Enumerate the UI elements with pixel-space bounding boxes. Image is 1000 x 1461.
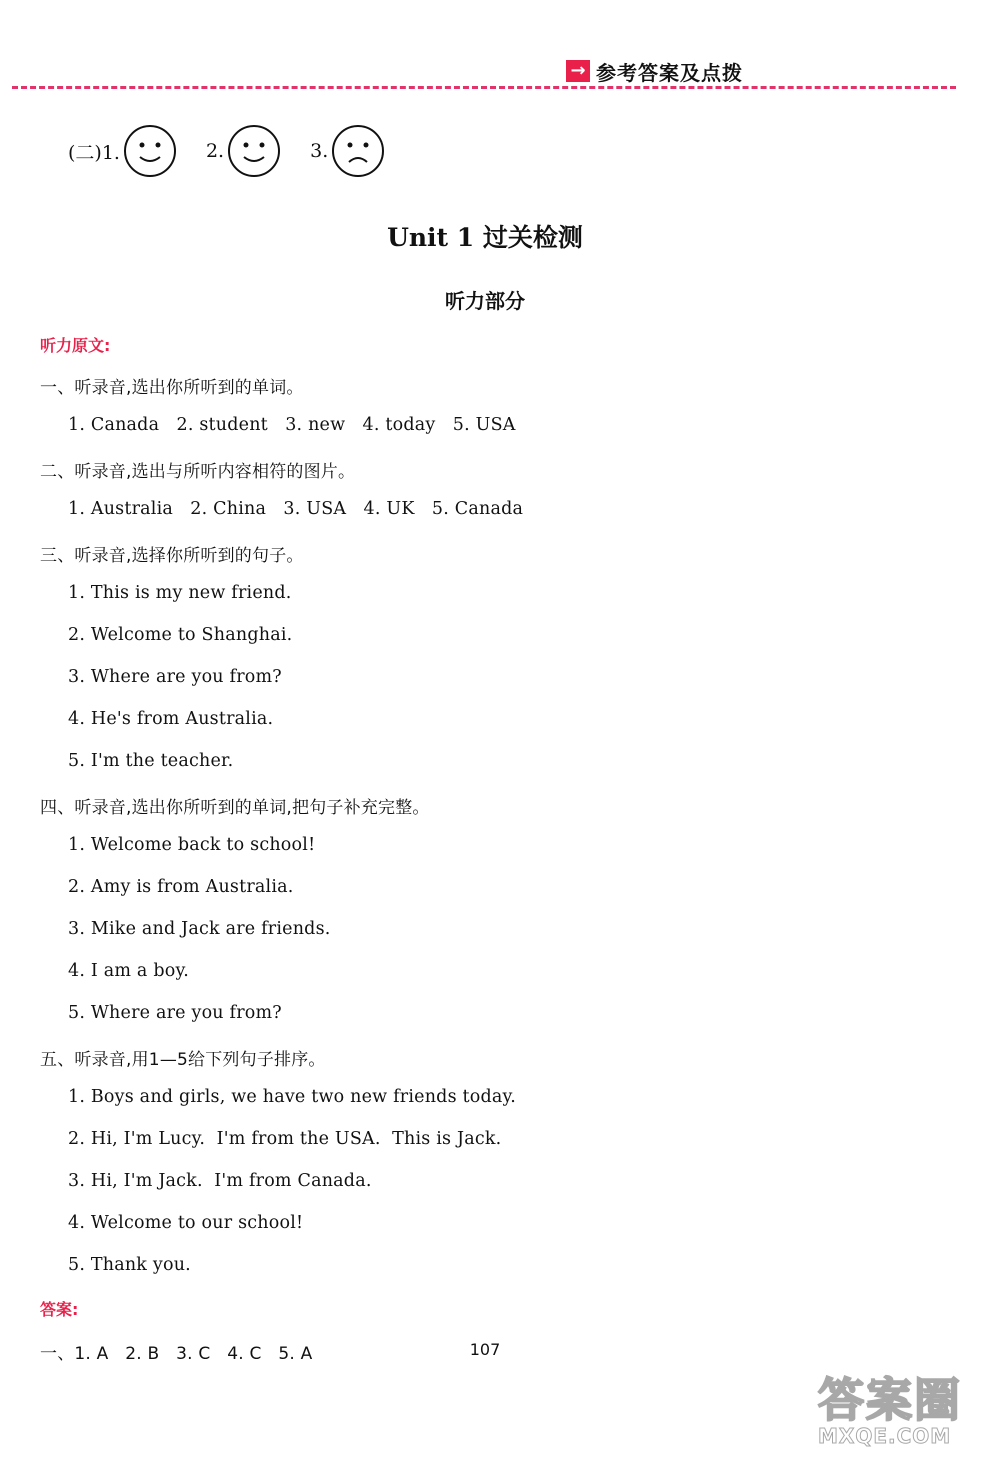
arrow-right-icon: → xyxy=(566,60,590,82)
faces-item2: 2. xyxy=(205,140,225,162)
header-tag xyxy=(566,58,743,84)
section-heading: 四、听录音,选出你所听到的单词,把句子补充完整。 xyxy=(40,798,430,818)
list-item: 1. Welcome back to school! xyxy=(68,835,316,855)
answer-line: 一、1. A 2. B 3. C 4. C 5. A xyxy=(40,1344,313,1364)
list-item: 3. Hi, I'm Jack. I'm from Canada. xyxy=(68,1171,372,1191)
page-number: 107 xyxy=(469,1340,501,1359)
header-divider xyxy=(12,86,956,89)
list-item: 1. Boys and girls, we have two new friends today. xyxy=(68,1087,517,1107)
list-item: 2. Welcome to Shanghai. xyxy=(68,625,293,645)
happy-face-icon xyxy=(122,123,178,179)
page-title: Unit 1 过关检测 xyxy=(387,223,583,252)
list-item: 1. This is my new friend. xyxy=(68,583,292,603)
section-heading: 二、听录音,选出与所听内容相符的图片。 xyxy=(40,462,356,482)
sad-face-icon xyxy=(330,123,386,179)
list-item: 4. I am a boy. xyxy=(68,961,189,981)
section-subtitle: 听力部分 xyxy=(445,289,525,313)
answer-label: 答案: xyxy=(40,1300,79,1319)
list-item: 1. Australia 2. China 3. USA 4. UK 5. Canada xyxy=(68,499,524,519)
faces-item3: 3. xyxy=(310,140,329,162)
watermark-text: 答案圈 xyxy=(818,1373,962,1427)
watermark-logo xyxy=(818,1373,990,1456)
list-item: 2. Hi, I'm Lucy. I'm from the USA. This is Jack. xyxy=(68,1129,502,1149)
happy-face-icon xyxy=(226,123,282,179)
list-item: 3. Mike and Jack are friends. xyxy=(68,919,331,939)
listening-label: 听力原文: xyxy=(40,336,111,355)
list-item: 3. Where are you from? xyxy=(68,667,282,687)
watermark-url: MXQE.COM xyxy=(818,1424,952,1448)
list-item: 4. He's from Australia. xyxy=(68,709,274,729)
section-heading: 一、听录音,选出你所听到的单词。 xyxy=(40,378,304,398)
faces-row xyxy=(68,123,386,179)
list-item: 1. Canada 2. student 3. new 4. today 5. USA xyxy=(68,415,516,435)
list-item: 2. Amy is from Australia. xyxy=(68,877,294,897)
list-item: 5. Where are you from? xyxy=(68,1003,282,1023)
list-item: 4. Welcome to our school! xyxy=(68,1213,304,1233)
header-label: 参考答案及点拨 xyxy=(596,60,743,85)
list-item: 5. I'm the teacher. xyxy=(68,751,234,771)
faces-prefix: (二)1. xyxy=(68,141,120,164)
list-item: 5. Thank you. xyxy=(68,1255,191,1275)
section-heading: 五、听录音,用1—5给下列句子排序。 xyxy=(40,1050,326,1070)
section-heading: 三、听录音,选择你所听到的句子。 xyxy=(40,546,304,566)
